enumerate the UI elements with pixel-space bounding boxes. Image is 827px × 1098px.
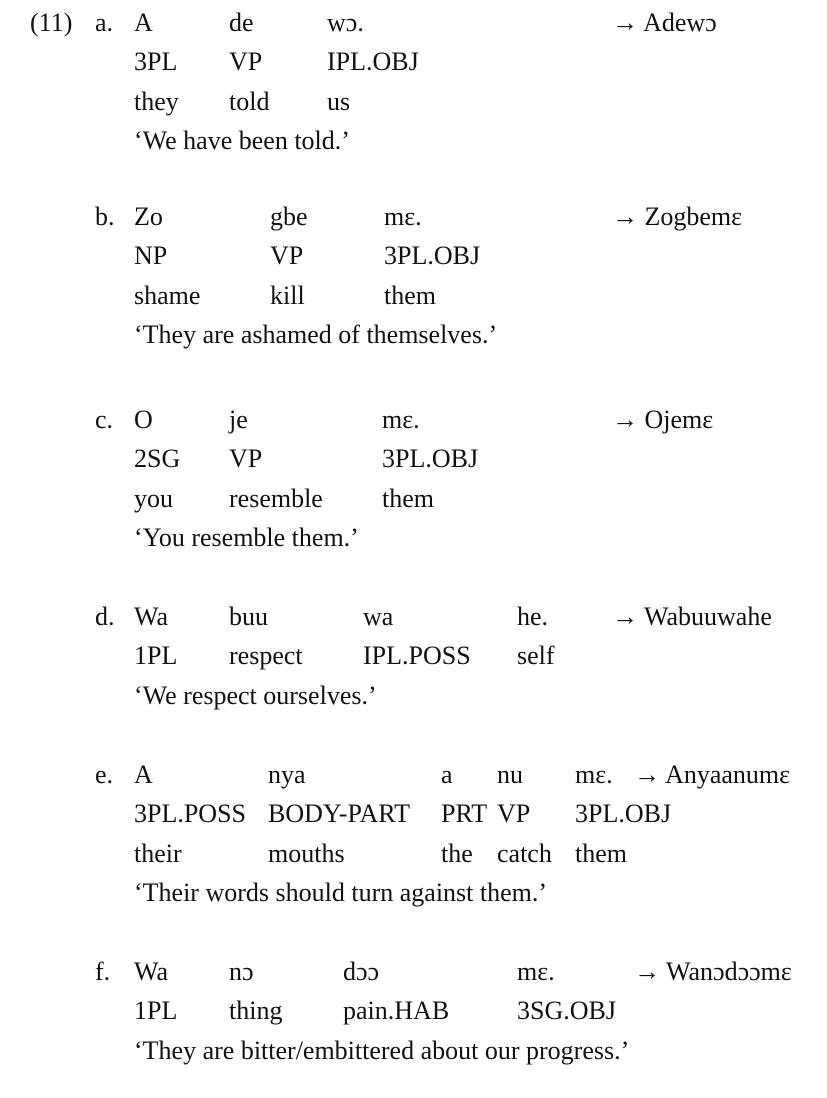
word-gloss: the	[441, 839, 473, 868]
word-gloss: us	[327, 87, 351, 116]
translation: ‘They are ashamed of themselves.’	[134, 320, 498, 349]
word: Wa	[134, 957, 168, 986]
example-label: d.	[95, 602, 115, 631]
word-gloss: mouths	[268, 839, 345, 868]
example-label: a.	[95, 8, 114, 37]
example-label: e.	[95, 760, 114, 789]
word: nu	[497, 760, 523, 789]
word-gloss: they	[134, 87, 179, 116]
compound-result: → Ojemɛ	[612, 405, 714, 434]
word: je	[229, 405, 248, 434]
word: buu	[229, 602, 268, 631]
word: mɛ.	[517, 957, 555, 986]
morph-gloss: PRT	[441, 799, 488, 828]
word: Wa	[134, 602, 168, 631]
translation: ‘We have been told.’	[134, 126, 350, 155]
word: de	[229, 8, 254, 37]
translation: ‘You resemble them.’	[134, 523, 359, 552]
morph-gloss: respect	[229, 641, 303, 670]
morph-gloss: VP	[229, 444, 263, 473]
word: a	[441, 760, 453, 789]
morph-gloss: 2SG	[134, 444, 181, 473]
word: Zo	[134, 202, 163, 231]
example-number: (11)	[30, 8, 73, 37]
word: mɛ.	[575, 760, 613, 789]
word-gloss: catch	[497, 839, 552, 868]
word: gbe	[270, 202, 308, 231]
word: mɛ.	[382, 405, 420, 434]
word-gloss: them	[384, 281, 436, 310]
morph-gloss: IPL.OBJ	[327, 47, 419, 76]
morph-gloss: NP	[134, 241, 168, 270]
morph-gloss: thing	[229, 996, 283, 1025]
translation: ‘They are bitter/embittered about our progress.’	[134, 1036, 630, 1065]
word-gloss: them	[382, 484, 434, 513]
word: A	[134, 8, 153, 37]
translation: ‘Their words should turn against them.’	[134, 878, 548, 907]
morph-gloss: VP	[497, 799, 531, 828]
word: nya	[268, 760, 306, 789]
morph-gloss: 3PL.OBJ	[384, 241, 481, 270]
compound-result: → Anyaanumɛ	[634, 760, 791, 789]
morph-gloss: 1PL	[134, 996, 178, 1025]
morph-gloss: pain.HAB	[343, 996, 450, 1025]
word: mɛ.	[384, 202, 422, 231]
morph-gloss: IPL.POSS	[363, 641, 471, 670]
word-gloss: you	[134, 484, 173, 513]
compound-result: → Wanɔdɔɔmɛ	[634, 957, 792, 986]
compound-result: → Wabuuwahe	[612, 602, 772, 631]
word-gloss: kill	[270, 281, 305, 310]
morph-gloss: VP	[270, 241, 304, 270]
morph-gloss: VP	[229, 47, 263, 76]
word-gloss: told	[229, 87, 270, 116]
example-label: b.	[95, 202, 115, 231]
word: O	[134, 405, 153, 434]
translation: ‘We respect ourselves.’	[134, 681, 377, 710]
morph-gloss: 3SG.OBJ	[517, 996, 616, 1025]
compound-result: → Zogbemɛ	[612, 202, 743, 231]
morph-gloss: 3PL	[134, 47, 178, 76]
morph-gloss: 3PL.POSS	[134, 799, 246, 828]
word-gloss: them	[575, 839, 627, 868]
example-label: f.	[95, 957, 111, 986]
word: wa	[363, 602, 394, 631]
morph-gloss: 3PL.OBJ	[382, 444, 479, 473]
compound-result: → Adewɔ	[612, 8, 717, 37]
word-gloss: their	[134, 839, 182, 868]
word-gloss: shame	[134, 281, 201, 310]
morph-gloss: 3PL.OBJ	[575, 799, 672, 828]
word: dɔɔ	[343, 957, 380, 986]
word-gloss: resemble	[229, 484, 323, 513]
word: wɔ.	[327, 8, 364, 37]
example-label: c.	[95, 405, 114, 434]
morph-gloss: self	[517, 641, 555, 670]
word: A	[134, 760, 153, 789]
word: nɔ	[229, 957, 254, 986]
morph-gloss: BODY-PART	[268, 799, 410, 828]
morph-gloss: 1PL	[134, 641, 178, 670]
word: he.	[517, 602, 549, 631]
